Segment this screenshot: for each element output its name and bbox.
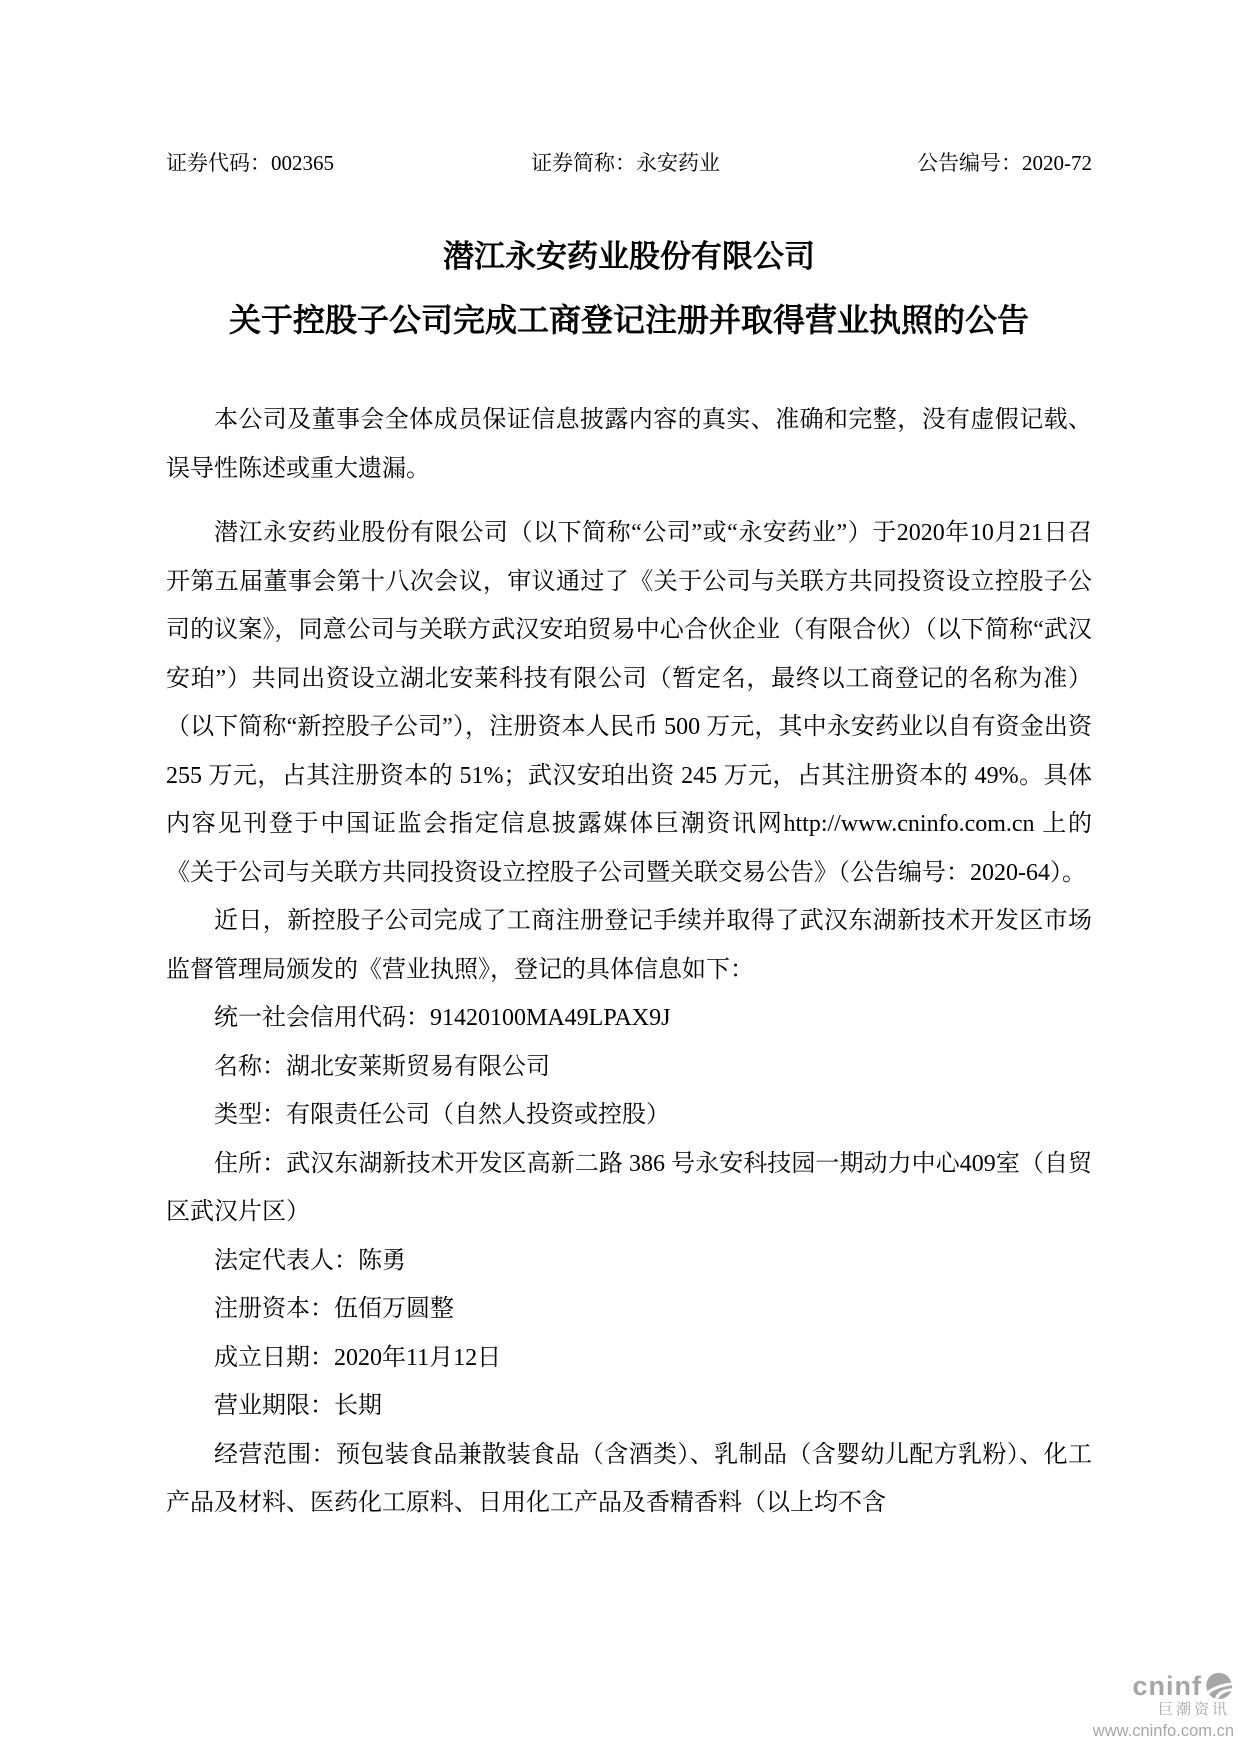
cninfo-url: www.cninfo.com.cn	[1092, 1721, 1234, 1740]
paragraph: 近日，新控股子公司完成了工商注册登记手续并取得了武汉东湖新技术开发区市场监督管理局颁发的《营业执照》，登记的具体信息如下：	[166, 908, 1092, 983]
paragraph: 法定代表人：陈勇	[214, 1247, 406, 1274]
paragraph: 经营范围：预包装食品兼散装食品（含酒类）、乳制品（含婴幼儿配方乳粉）、化工产品及材料、医药化工原料、日用化工产品及香精香料（以上均不含	[166, 1441, 1092, 1516]
paragraph: 住所：武汉东湖新技术开发区高新二路 386 号永安科技园一期动力中心409室（自贸区武汉片区）	[166, 1150, 1092, 1225]
page-content	[166, 148, 1092, 1528]
paragraph: 类型：有限责任公司（自然人投资或控股）	[214, 1102, 670, 1128]
company-name-title: 潜江永安药业股份有限公司	[443, 239, 815, 274]
body-paragraphs	[166, 396, 1092, 1528]
paragraph: 本公司及董事会全体成员保证信息披露内容的真实、准确和完整，没有虚假记载、误导性陈述或重大遗漏。	[166, 407, 1092, 482]
announcement-number: 公告编号：2020-72	[917, 151, 1092, 175]
paragraph: 成立日期：2020年11月12日	[214, 1344, 502, 1371]
paragraph: 潜江永安药业股份有限公司（以下简称“公司”或“永安药业”）于2020年10月21日召开第五届董事会第十八次会议，审议通过了《关于公司与关联方共同投资设立控股子公司的议案》，同意公司与关联方武汉安珀贸易中心合伙企业（有限合伙）（以下简称“武汉安珀”）共同出资设立湖北安莱科技有限公司（暂定名，最终以工商登记的名称为准）（以下简称“新控股子公司”），注册资本人民币 500 万元，其中永安药业以自有资金出资 255 万元，占其注册资本的 51%；武汉安珀出资 245 万元，占其注册资本的 49%。具体内容见刊登于中国证监会指定信息披露媒体巨潮资讯网http://www.cninfo.com.cn 上的《关于公司与关联方共同投资设立控股子公司暨关联交易公告》（公告编号：2020-64）。	[166, 520, 1092, 886]
stock-name: 证券简称：永安药业	[531, 151, 720, 175]
cninfo-brand-name: 巨潮资讯	[1157, 1701, 1230, 1719]
cninfo-watermark	[1093, 1671, 1234, 1740]
title-block	[166, 234, 1092, 346]
document-header	[166, 148, 1092, 178]
paragraph: 名称：湖北安莱斯贸易有限公司	[214, 1053, 550, 1080]
stock-code: 证券代码：002365	[166, 151, 334, 175]
paragraph: 统一社会信用代码：91420100MA49LPAX9J	[214, 1005, 671, 1031]
cninfo-logo-text: cninf	[1132, 1670, 1202, 1701]
paragraph: 注册资本：伍佰万圆整	[214, 1296, 454, 1322]
cninfo-swoosh-icon	[1204, 1671, 1234, 1701]
paragraph: 营业期限：长期	[214, 1393, 382, 1419]
announcement-title: 关于控股子公司完成工商登记注册并取得营业执照的公告	[228, 302, 1029, 338]
cninfo-logo	[1093, 1671, 1234, 1701]
